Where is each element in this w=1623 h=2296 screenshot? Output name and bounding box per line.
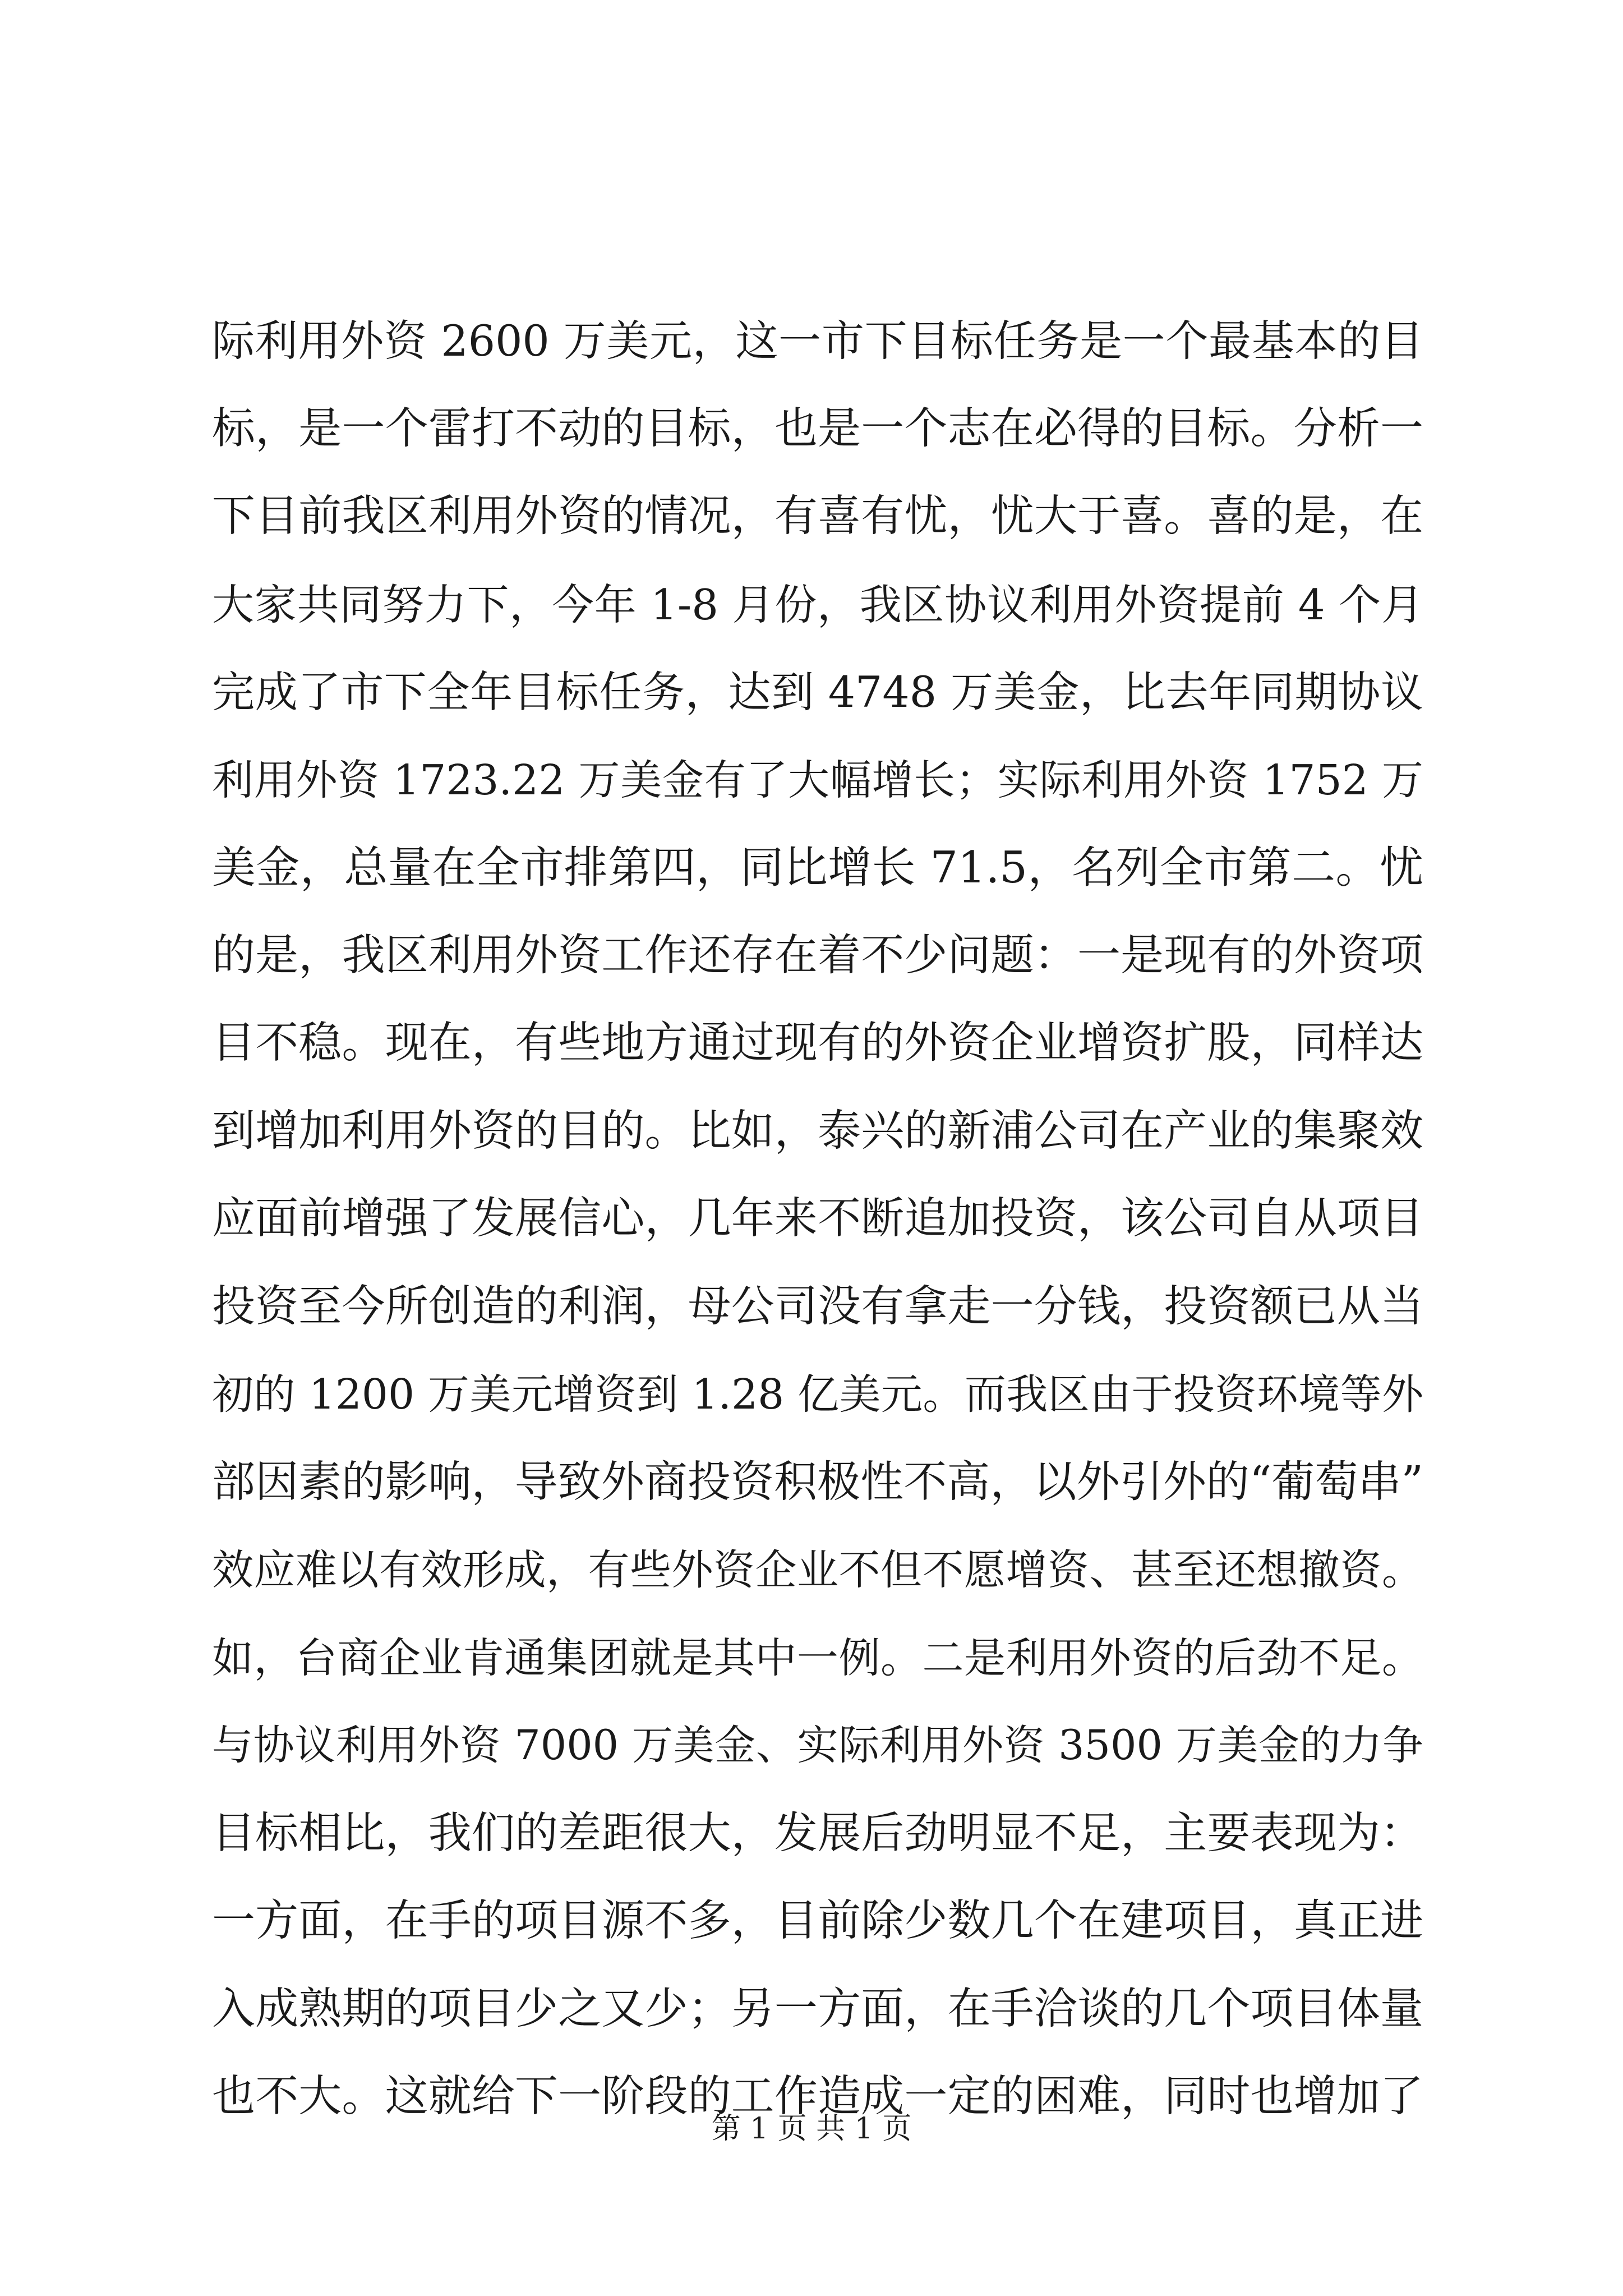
text-line: 效应难以有效形成，有些外资企业不但不愿增资、甚至还想撤资。	[212, 1546, 1423, 1594]
text-line: 初的 1200 万美元增资到 1.28 亿美元。而我区由于投资环境等外	[212, 1370, 1423, 1419]
text-line: 大家共同努力下，今年 1-8 月份，我区协议利用外资提前 4 个月	[212, 579, 1423, 629]
text-line: 一方面，在手的项目源不多，目前除少数几个在建项目，真正进	[212, 1896, 1423, 1946]
text-line: 如，台商企业肯通集团就是其中一例。二是利用外资的后劲不足。	[212, 1634, 1423, 1682]
text-line: 入成熟期的项目少之又少；另一方面，在手洽谈的几个项目体量	[212, 1984, 1423, 2034]
text-line: 美金，总量在全市排第四，同比增长 71.5，名列全市第二。忧	[212, 843, 1423, 893]
text-line: 标，是一个雷打不动的目标，也是一个志在必得的目标。分析一	[212, 403, 1423, 454]
page-footer: 第 1 页 共 1 页	[711, 2112, 912, 2146]
body-paragraph	[212, 297, 1423, 2141]
text-line: 与协议利用外资 7000 万美金、实际利用外资 3500 万美金的力争	[212, 1722, 1423, 1769]
text-line: 利用外资 1723.22 万美金有了大幅增长；实际利用外资 1752 万	[212, 756, 1423, 804]
text-line: 目标相比，我们的差距很大，发展后劲明显不足，主要表现为：	[212, 1808, 1423, 1858]
text-line: 也不大。这就给下一阶段的工作造成一定的困难，同时也增加了	[212, 2072, 1423, 2122]
text-line: 到增加利用外资的目的。比如，泰兴的新浦公司在产业的集聚效	[212, 1106, 1423, 1156]
text-line: 的是，我区利用外资工作还存在着不少问题：一是现有的外资项	[212, 930, 1423, 981]
text-line: 下目前我区利用外资的情况，有喜有忧，忧大于喜。喜的是，在	[212, 491, 1423, 541]
text-line: 部因素的影响，导致外商投资积极性不高，以外引外的“葡萄串”	[212, 1457, 1423, 1507]
text-line: 完成了市下全年目标任务，达到 4748 万美金，比去年同期协议	[212, 667, 1423, 717]
text-line: 际利用外资 2600 万美元，这一市下目标任务是一个最基本的目	[212, 316, 1423, 366]
text-line: 应面前增强了发展信心，几年来不断追加投资，该公司自从项目	[212, 1194, 1423, 1244]
text-line: 投资至今所创造的利润，母公司没有拿走一分钱，投资额已从当	[212, 1281, 1423, 1332]
text-line: 目不稳。现在，有些地方通过现有的外资企业增资扩股，同样达	[212, 1018, 1423, 1068]
